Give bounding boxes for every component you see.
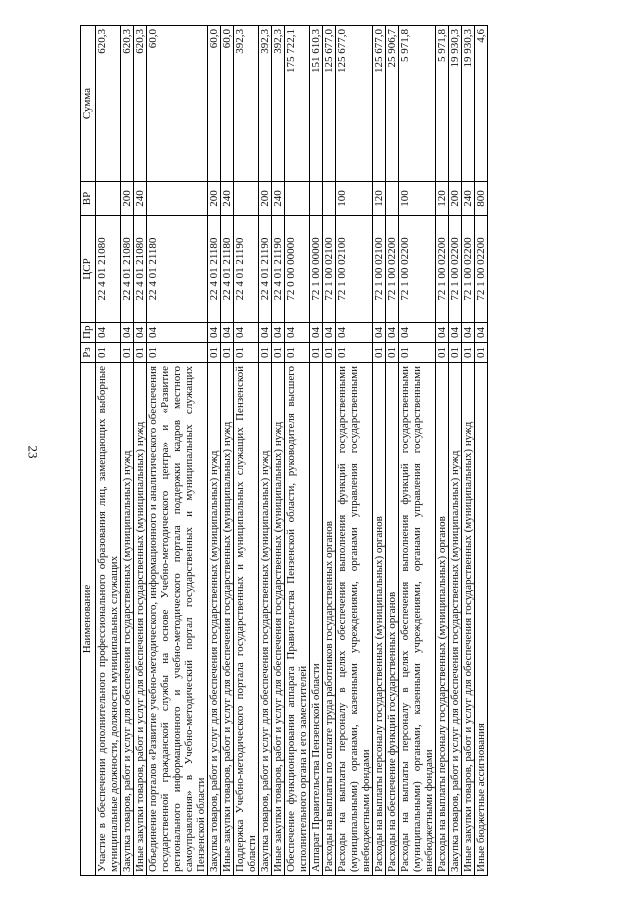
row-name: Закупка товаров, работ и услуг для обеспечения государственных (муниципальных) нужд bbox=[121, 363, 134, 876]
row-name: Участие в обеспечении дополнительного профессионального образования лиц, замещающих выборные муниципальные должности, должности муниципальных служащих bbox=[96, 363, 121, 876]
row-vr: 240 bbox=[134, 182, 147, 216]
row-rz: 01 bbox=[336, 343, 373, 363]
row-sum: 125 677,0 bbox=[373, 26, 386, 182]
table-row bbox=[475, 26, 488, 876]
table-row bbox=[96, 26, 121, 876]
row-sum: 25 906,7 bbox=[386, 26, 399, 182]
table-row bbox=[234, 26, 259, 876]
budget-table bbox=[80, 25, 488, 876]
header-csr: ЦСР bbox=[81, 216, 96, 323]
row-csr: 72 1 00 02200 bbox=[462, 216, 475, 323]
row-vr bbox=[310, 182, 323, 216]
row-name: Иные закупки товаров, работ и услуг для обеспечения государственных (муниципальных) нужд bbox=[462, 363, 475, 876]
row-rz: 01 bbox=[234, 343, 259, 363]
table-row bbox=[208, 26, 221, 876]
row-sum: 620,3 bbox=[134, 26, 147, 182]
row-csr: 72 0 00 00000 bbox=[285, 216, 310, 323]
row-csr: 22 4 01 21180 bbox=[221, 216, 234, 323]
row-csr: 72 1 00 02200 bbox=[386, 216, 399, 323]
row-csr: 72 1 00 02200 bbox=[475, 216, 488, 323]
row-sum: 125 677,0 bbox=[336, 26, 373, 182]
row-pr: 04 bbox=[462, 323, 475, 343]
header-name: Наименование bbox=[81, 363, 96, 876]
table-row bbox=[259, 26, 272, 876]
row-vr: 200 bbox=[259, 182, 272, 216]
table-row bbox=[121, 26, 134, 876]
table-row bbox=[399, 26, 436, 876]
row-pr: 04 bbox=[221, 323, 234, 343]
table-row bbox=[272, 26, 285, 876]
table-row bbox=[147, 26, 208, 876]
row-pr: 04 bbox=[147, 323, 208, 343]
row-name: Расходы на выплаты персоналу государственных (муниципальных) органов bbox=[436, 363, 449, 876]
table-row bbox=[221, 26, 234, 876]
row-csr: 22 4 01 21190 bbox=[234, 216, 259, 323]
row-csr: 22 4 01 21180 bbox=[147, 216, 208, 323]
row-name: Иные закупки товаров, работ и услуг для обеспечения государственных (муниципальных) нужд bbox=[134, 363, 147, 876]
row-sum: 60,0 bbox=[221, 26, 234, 182]
row-vr bbox=[234, 182, 259, 216]
row-rz: 01 bbox=[121, 343, 134, 363]
row-rz: 01 bbox=[475, 343, 488, 363]
row-pr: 04 bbox=[436, 323, 449, 343]
row-name: Расходы на выплаты персоналу в целях обеспечения выполнения функций государственными (муниципальными) органами, казенными учреждениями, органами управления государственными внебюджетными фондами bbox=[399, 363, 436, 876]
row-vr: 120 bbox=[373, 182, 386, 216]
header-pr: Пр bbox=[81, 323, 96, 343]
row-sum: 60,0 bbox=[147, 26, 208, 182]
row-sum: 19 930,3 bbox=[449, 26, 462, 182]
row-pr: 04 bbox=[336, 323, 373, 343]
row-csr: 72 1 00 00000 bbox=[310, 216, 323, 323]
row-rz: 01 bbox=[259, 343, 272, 363]
row-sum: 151 610,3 bbox=[310, 26, 323, 182]
row-pr: 04 bbox=[310, 323, 323, 343]
row-csr: 72 1 00 02100 bbox=[323, 216, 336, 323]
row-pr: 04 bbox=[475, 323, 488, 343]
row-vr: 800 bbox=[475, 182, 488, 216]
row-vr: 240 bbox=[272, 182, 285, 216]
row-vr bbox=[147, 182, 208, 216]
row-name: Иные закупки товаров, работ и услуг для обеспечения государственных (муниципальных) нужд bbox=[272, 363, 285, 876]
row-sum: 392,3 bbox=[259, 26, 272, 182]
row-name: Расходы на выплаты персоналу государственных (муниципальных) органов bbox=[373, 363, 386, 876]
row-sum: 125 677,0 bbox=[323, 26, 336, 182]
row-pr: 04 bbox=[285, 323, 310, 343]
row-name: Иные закупки товаров, работ и услуг для обеспечения государственных (муниципальных) нужд bbox=[221, 363, 234, 876]
row-csr: 72 1 00 02100 bbox=[373, 216, 386, 323]
row-sum: 5 971,8 bbox=[436, 26, 449, 182]
table-row bbox=[285, 26, 310, 876]
row-name: Объединение порталов «Развитие учебно-методического, информационного и аналитического обеспечения государственной гражданской службы на основе Учебно-методического центра» и «Развитие регионального информационного и учебно-методического портала поддержки кадров местного самоуправления» в Учебно-методический портал государственных и муниципальных служащих Пензенской области bbox=[147, 363, 208, 876]
row-vr bbox=[386, 182, 399, 216]
row-name: Аппарат Правительства Пензенской области bbox=[310, 363, 323, 876]
table-row bbox=[462, 26, 475, 876]
row-csr: 22 4 01 21080 bbox=[134, 216, 147, 323]
row-sum: 5 971,8 bbox=[399, 26, 436, 182]
row-vr: 240 bbox=[221, 182, 234, 216]
row-pr: 04 bbox=[134, 323, 147, 343]
row-rz: 01 bbox=[462, 343, 475, 363]
row-rz: 01 bbox=[436, 343, 449, 363]
row-rz: 01 bbox=[310, 343, 323, 363]
row-name: Закупка товаров, работ и услуг для обеспечения государственных (муниципальных) нужд bbox=[208, 363, 221, 876]
row-vr: 240 bbox=[462, 182, 475, 216]
rotated-table-container bbox=[80, 26, 540, 876]
row-pr: 04 bbox=[323, 323, 336, 343]
row-pr: 04 bbox=[373, 323, 386, 343]
row-sum: 392,3 bbox=[234, 26, 259, 182]
row-rz: 01 bbox=[208, 343, 221, 363]
row-rz: 01 bbox=[221, 343, 234, 363]
row-rz: 01 bbox=[323, 343, 336, 363]
row-vr: 200 bbox=[208, 182, 221, 216]
table-header-row bbox=[81, 26, 96, 876]
row-sum: 60,0 bbox=[208, 26, 221, 182]
row-rz: 01 bbox=[147, 343, 208, 363]
row-pr: 04 bbox=[399, 323, 436, 343]
row-sum: 4,6 bbox=[475, 26, 488, 182]
row-csr: 72 1 00 02200 bbox=[449, 216, 462, 323]
row-vr bbox=[323, 182, 336, 216]
header-sum: Сумма bbox=[81, 26, 96, 182]
row-csr: 22 4 01 21080 bbox=[121, 216, 134, 323]
row-pr: 04 bbox=[449, 323, 462, 343]
row-sum: 620,3 bbox=[121, 26, 134, 182]
row-name: Расходы на выплаты по оплате труда работников государственных органов bbox=[323, 363, 336, 876]
row-pr: 04 bbox=[259, 323, 272, 343]
table-row bbox=[310, 26, 323, 876]
row-sum: 19 930,3 bbox=[462, 26, 475, 182]
row-rz: 01 bbox=[134, 343, 147, 363]
row-vr bbox=[96, 182, 121, 216]
row-vr: 200 bbox=[449, 182, 462, 216]
row-pr: 04 bbox=[121, 323, 134, 343]
row-csr: 22 4 01 21190 bbox=[259, 216, 272, 323]
row-name: Обеспечение функционирования аппарата Правительства Пензенской области, руководителя высшего исполнительного органа и его заместителей bbox=[285, 363, 310, 876]
row-name: Закупка товаров, работ и услуг для обеспечения государственных (муниципальных) нужд bbox=[259, 363, 272, 876]
row-rz: 01 bbox=[96, 343, 121, 363]
table-row bbox=[134, 26, 147, 876]
row-csr: 22 4 01 21080 bbox=[96, 216, 121, 323]
row-csr: 72 1 00 02100 bbox=[336, 216, 373, 323]
row-name: Расходы на выплаты персоналу в целях обеспечения выполнения функций государственными (муниципальными) органами, казенными учреждениями, органами управления государственными внебюджетными фондами bbox=[336, 363, 373, 876]
row-vr bbox=[285, 182, 310, 216]
page-number: 23 bbox=[25, 445, 41, 459]
row-sum: 392,3 bbox=[272, 26, 285, 182]
table-row bbox=[323, 26, 336, 876]
row-rz: 01 bbox=[373, 343, 386, 363]
row-pr: 04 bbox=[96, 323, 121, 343]
row-name: Поддержка Учебно-методического портала государственных и муниципальных служащих Пензенской области bbox=[234, 363, 259, 876]
row-pr: 04 bbox=[272, 323, 285, 343]
row-rz: 01 bbox=[449, 343, 462, 363]
row-csr: 22 4 01 21190 bbox=[272, 216, 285, 323]
table-row bbox=[336, 26, 373, 876]
row-rz: 01 bbox=[285, 343, 310, 363]
table-row bbox=[386, 26, 399, 876]
row-vr: 100 bbox=[336, 182, 373, 216]
row-vr: 200 bbox=[121, 182, 134, 216]
row-pr: 04 bbox=[208, 323, 221, 343]
row-sum: 175 722,1 bbox=[285, 26, 310, 182]
row-rz: 01 bbox=[399, 343, 436, 363]
row-vr: 100 bbox=[399, 182, 436, 216]
row-pr: 04 bbox=[234, 323, 259, 343]
row-name: Расходы на обеспечение функций государственных органов bbox=[386, 363, 399, 876]
header-rz: Рз bbox=[81, 343, 96, 363]
row-vr: 120 bbox=[436, 182, 449, 216]
row-rz: 01 bbox=[272, 343, 285, 363]
header-vr: ВР bbox=[81, 182, 96, 216]
row-csr: 72 1 00 02200 bbox=[436, 216, 449, 323]
row-rz: 01 bbox=[386, 343, 399, 363]
row-sum: 620,3 bbox=[96, 26, 121, 182]
table-row bbox=[436, 26, 449, 876]
row-name: Иные бюджетные ассигнования bbox=[475, 363, 488, 876]
row-csr: 72 1 00 02200 bbox=[399, 216, 436, 323]
row-csr: 22 4 01 21180 bbox=[208, 216, 221, 323]
table-row bbox=[449, 26, 462, 876]
row-name: Закупка товаров, работ и услуг для обеспечения государственных (муниципальных) нужд bbox=[449, 363, 462, 876]
table-row bbox=[373, 26, 386, 876]
row-pr: 04 bbox=[386, 323, 399, 343]
